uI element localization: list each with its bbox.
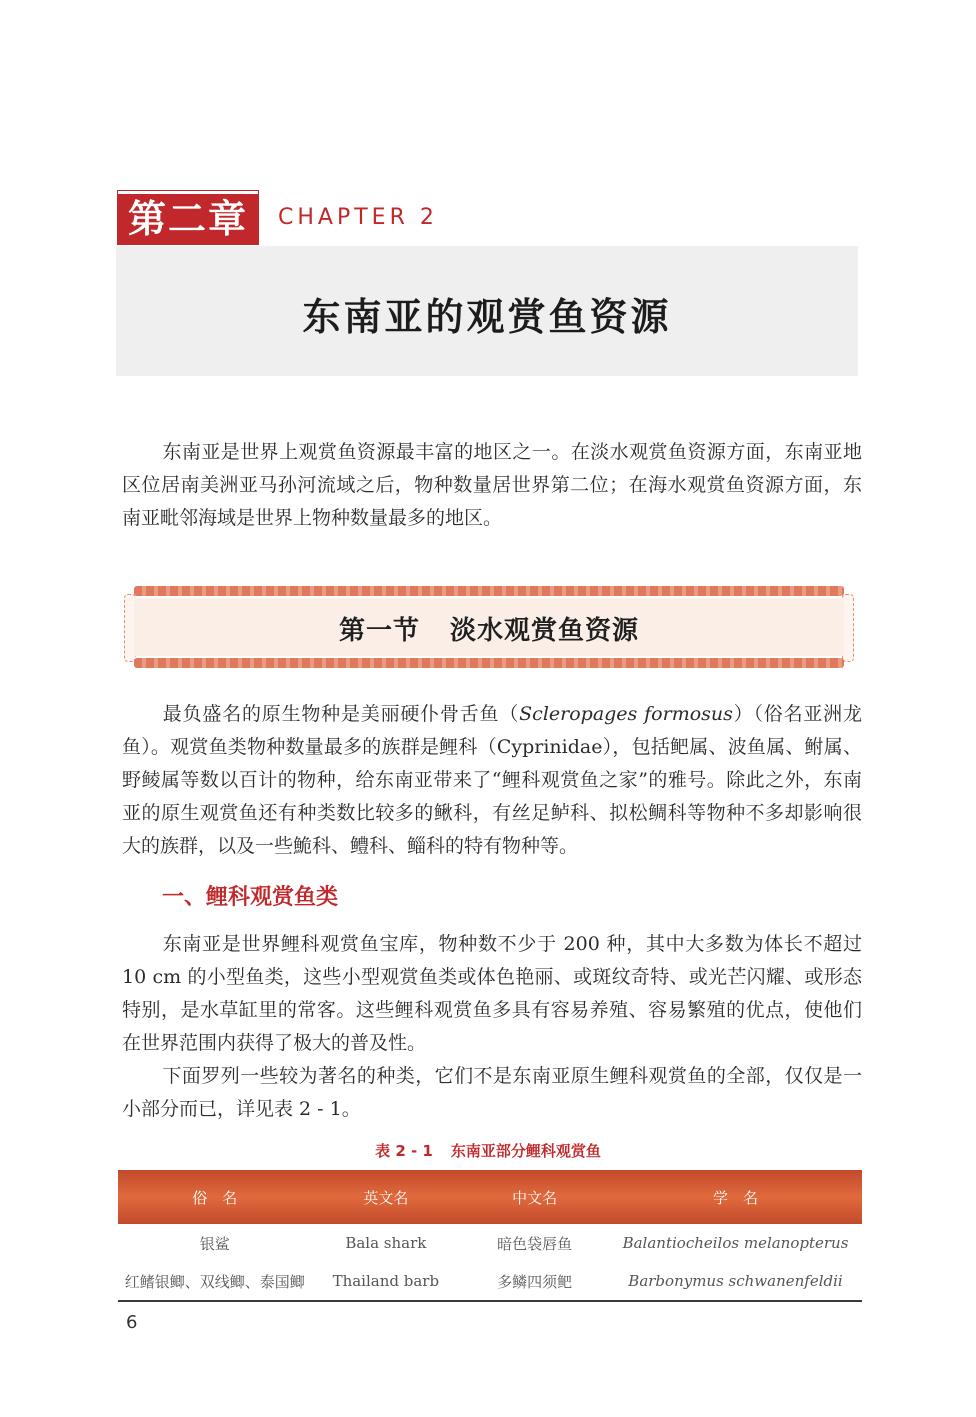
chapter-title: 东南亚的观赏鱼资源 xyxy=(302,295,672,339)
banner-top-stripe xyxy=(134,586,844,596)
subsection-paragraph-2-text: 下面罗列一些较为著名的种类，它们不是东南亚原生鲤科观赏鱼的全部，仅仅是一小部分而已，详见表 2 - 1。 xyxy=(122,1065,862,1120)
banner-bottom-stripe xyxy=(134,658,844,668)
subsection-paragraph-1-text: 东南亚是世界鲤科观赏鱼宝库，物种数不少于 200 种，其中大多数为体长不超过 10 cm 的小型鱼类，这些小型观赏鱼类或体色艳丽、或斑纹奇特、或光芒闪耀、或形态特别，是水草缸里的常客。这些鲤科观赏鱼多具有容易养殖、容易繁殖的优点，使他们在世界范围内获得了极大的普及性。 xyxy=(122,933,862,1054)
section-title xyxy=(124,610,854,647)
section-number: 第一节 xyxy=(338,616,420,646)
cell-common-name: 银鲨 xyxy=(199,1234,230,1253)
latin-name: Scleropages formosus xyxy=(519,703,733,725)
table-row xyxy=(118,1224,862,1262)
cell-scientific-name: Balantiocheilos melanopterus xyxy=(622,1234,849,1252)
cell-scientific-name: Barbonymus schwanenfeldii xyxy=(609,1262,862,1301)
intro-paragraph xyxy=(122,436,862,535)
cell-english-name: Thailand barb xyxy=(311,1262,460,1301)
section-paragraph-part1: 最负盛名的原生物种是美丽硬仆骨舌鱼（ xyxy=(162,703,520,725)
page-number: 6 xyxy=(126,1312,138,1333)
subsection-paragraph-2 xyxy=(122,1060,862,1126)
chapter-label: 第二章 xyxy=(118,191,258,244)
table-caption-title: 东南亚部分鲤科观赏鱼 xyxy=(450,1142,601,1160)
cell-common-name: 红鳍银鲫、双线鲫、泰国鲫 xyxy=(118,1262,311,1301)
table-header-row xyxy=(118,1170,862,1224)
section-title-text: 淡水观赏鱼资源 xyxy=(450,616,640,646)
section-paragraph xyxy=(122,698,862,863)
header-english-name: 英文名 xyxy=(311,1170,460,1224)
cell-chinese-name: 暗色袋唇鱼 xyxy=(497,1234,573,1253)
table-caption xyxy=(0,1140,976,1161)
header-common-name: 俗 名 xyxy=(118,1170,311,1224)
header-scientific-name: 学 名 xyxy=(609,1170,862,1224)
table-caption-number: 表 2 - 1 xyxy=(375,1142,433,1160)
table-row xyxy=(118,1262,862,1301)
section-banner xyxy=(124,586,854,668)
chapter-title-band xyxy=(116,246,858,376)
intro-paragraph-text: 东南亚是世界上观赏鱼资源最丰富的地区之一。在淡水观赏鱼资源方面，东南亚地区位居南美洲亚马孙河流域之后，物种数量居世界第二位；在海水观赏鱼资源方面，东南亚毗邻海域是世界上物种数量最多的地区。 xyxy=(122,441,862,529)
header-chinese-name: 中文名 xyxy=(460,1170,609,1224)
subsection-paragraph-1 xyxy=(122,928,862,1060)
fish-table xyxy=(118,1170,862,1302)
chapter-heading xyxy=(118,192,438,242)
cell-chinese-name: 多鳞四须鲃 xyxy=(460,1262,609,1301)
cell-english-name: Bala shark xyxy=(345,1234,427,1252)
chapter-english-label: CHAPTER 2 xyxy=(278,204,438,230)
subsection-heading: 一、鲤科观赏鱼类 xyxy=(162,885,339,910)
section-paragraph-part2: ）（俗名亚洲龙鱼）。观赏鱼类物种数量最多的族群是鲤科（Cyprinidae），包括鲃属、波鱼属、鲋属、野鲮属等数以百计的物种，给东南亚带来了“鲤科观赏鱼之家”的雅号。除此之外，东南亚的原生观赏鱼还有种类数比较多的鳅科，有丝足鲈科、拟松鲷科等物种不多却影响很大的族群，以及一些鮠科、鳢科、鲻科的特有物种等。 xyxy=(122,703,862,857)
